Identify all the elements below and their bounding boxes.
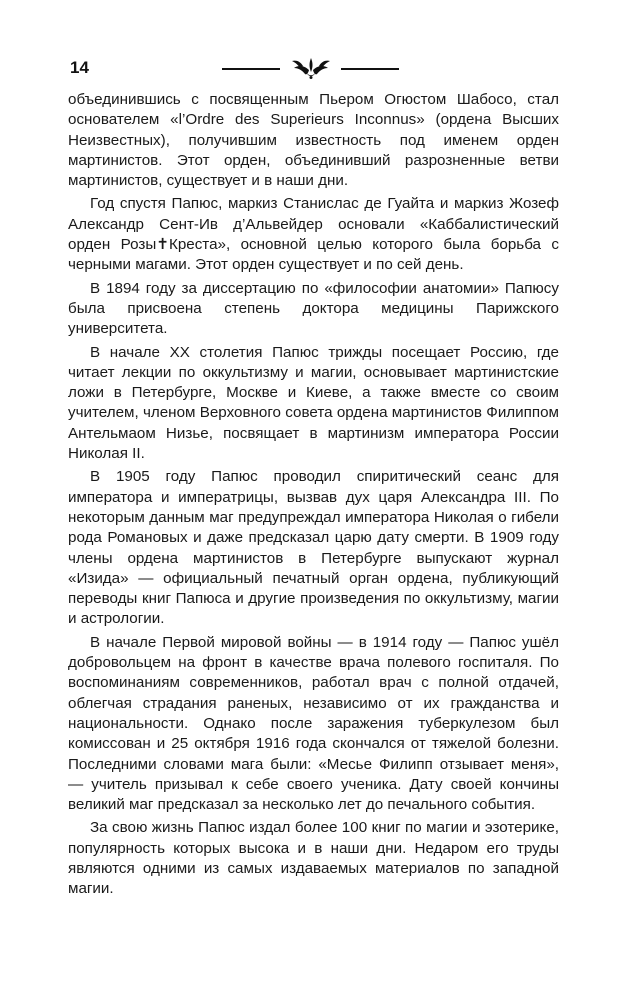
paragraph-6: В начале Первой мировой войны — в 1914 году — Папюс ушёл добровольцем на фронт в качестве врача полевого госпиталя. По воспоминаниям современников, работал врач с полной отдачей, облегчая страдания раненых, независимо от их гражданства и национальности. Однако после заражения туберкулезом был комиссован и 25 октября 1916 года скончался от тяжелой болезни. Последними словами мага были: «Месье Филипп отзывает меня», — учитель призывал к себе своего ученика. Дату своей кончины великий маг предсказал за несколько лет до печального события. bbox=[68, 633, 559, 814]
body-text bbox=[68, 90, 559, 903]
paragraph-1: объединившись с посвященным Пьером Огюстом Шабосо, стал основателем «l’Ordre des Superieurs Inconnus» (ордена Высших Неизвестных), получившим известность под именем орден мартинистов. Этот орден, объединивший разрозненные ветви мартинистов, существует и в наши дни. bbox=[68, 91, 559, 190]
paragraph-2: Год спустя Папюс, маркиз Станислас де Гуайта и маркиз Жозеф Александр Сент-Ив д’Альвейдер основали «Каббалистический орден Розы✝Креста», основной целью которого была борьба с черными магами. Этот орден существует и по сей день. bbox=[68, 195, 559, 274]
paragraph-5: В 1905 году Папюс проводил спиритический сеанс для императора и императрицы, вызвав дух царя Александра III. По некоторым данным маг предупреждал императора Николая о гибели рода Романовых и даже предсказал царю дату смерти. В 1909 году члены ордена мартинистов в Петербурге выпускают журнал «Изида» — официальный печатный орган ордена, публикующий переводы книг Папюса и другие произведения по оккультизму, магии и астрологии. bbox=[68, 468, 559, 628]
paragraph-4: В начале XX столетия Папюс трижды посещает Россию, где читает лекции по оккультизму и магии, основывает мартинистские ложи в Петербурге, Москве и Киеве, а также вместе со своим учителем, членом Верховного совета ордена мартинистов Филиппом Антельмаом Низье, посвящает в мартинизм императора России Николая II. bbox=[68, 343, 559, 463]
page-header bbox=[0, 56, 619, 80]
header-rule-right bbox=[341, 68, 399, 70]
fleur-ornament-icon bbox=[289, 56, 333, 80]
header-rule-left bbox=[222, 68, 280, 70]
paragraph-3: В 1894 году за диссертацию по «философии анатомии» Папюсу была присвоена степень доктора медицины Парижского университета. bbox=[68, 279, 559, 338]
paragraph-7: За свою жизнь Папюс издал более 100 книг по магии и эзотерике, популярность которых высока и в наши дни. Недаром его труды являются одними из самых издаваемых материалов по западной магии. bbox=[68, 819, 559, 898]
page-number: 14 bbox=[70, 58, 89, 77]
